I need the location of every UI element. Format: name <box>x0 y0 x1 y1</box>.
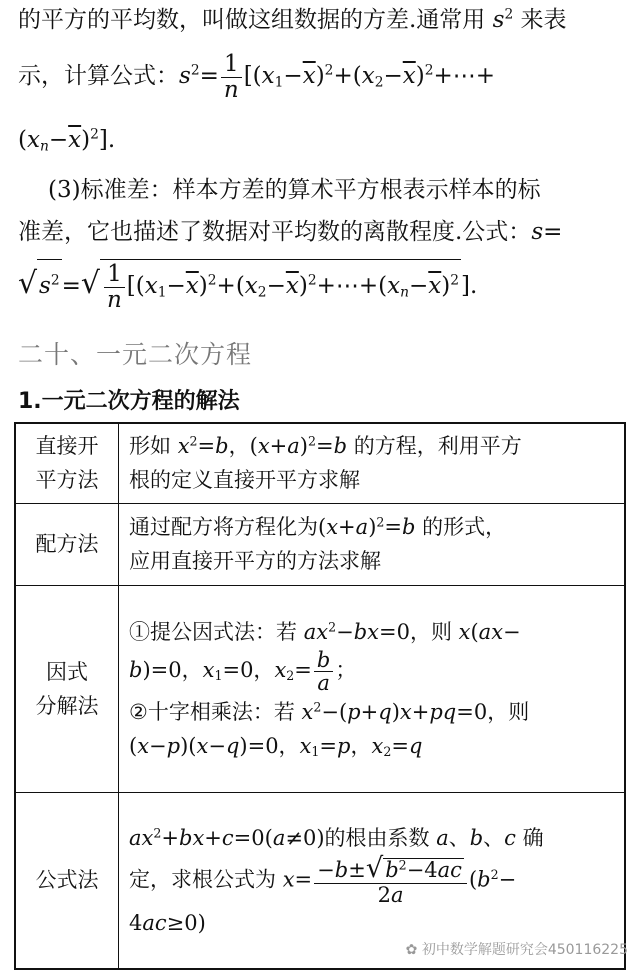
variance-formula-tail: $(x_n-\overline{x})^2$]. <box>18 126 116 155</box>
method-name: 公式法 <box>15 792 119 969</box>
table-row <box>15 423 625 503</box>
solution-methods-table <box>14 422 626 970</box>
method-name: 配方法 <box>15 503 119 585</box>
wechat-icon: ✿ <box>405 942 418 958</box>
std-definition-line-2: 准差，它也描述了数据对平均数的离散程度.公式：s= <box>18 219 563 245</box>
one-over-n: $\frac{1}{n}$ <box>221 52 242 101</box>
std-definition-line-1: (3)标准差：样本方差的算术平方根表示样本的标 <box>48 177 541 203</box>
subsection-title: 1.一元二次方程的解法 <box>18 389 240 414</box>
watermark: ✿ 初中数学解题研究会450116225 <box>405 942 628 958</box>
section-title: 二十、一元二次方程 <box>18 340 253 369</box>
variance-definition-line-1: 的平方的平均数，叫做这组数据的方差.通常用 $s^2$ 来表 <box>18 6 567 33</box>
method-description: ①提公因式法：若 $ax^2-bx=0$，则 x(ax− b)=0，$x_1=0$，$x_2=$ $\frac{b}{a}$ ； ②十字相乘法：若 $x^2-(p+q)x+pq=0$，则 (x−p)(x−q)=0，$x_1=p$，$x_2=q$ <box>119 586 626 793</box>
method-description: $ax^2+bx+c=0(a\ne 0)$的根由系数 a、b、c 确 定，求根公式为 x= $\frac{-b\pm√b^2-4ac}{2a}$ ($b^2-$ 4ac≥0) <box>119 792 626 969</box>
table-row <box>15 503 625 585</box>
method-description: 形如 $x^2=b$，$(x+a)^2=b$ 的方程，利用平方 根的定义直接开平方求解 <box>119 423 626 503</box>
variance-formula-line: 示，计算公式：$s^2=$ $\frac{1}{n}$ [$(x_1-\overline{x})^2+(x_2-\overline{x})^2+\cdots+$ <box>18 51 496 103</box>
method-description: 通过配方将方程化为$(x+a)^2=b$ 的形式， 应用直接开平方的方法求解 <box>119 503 626 585</box>
method-name: 直接开 平方法 <box>15 423 119 503</box>
method-name: 因式 分解法 <box>15 586 119 793</box>
std-formula-line: $√s^2=√$ $\frac{1}{n}$ $[(x_1-\overline{x})^2+(x_2-\overline{x})^2+\cdots+(x_n-\overline{x})^2]$. <box>18 258 630 312</box>
table-row <box>15 586 625 793</box>
